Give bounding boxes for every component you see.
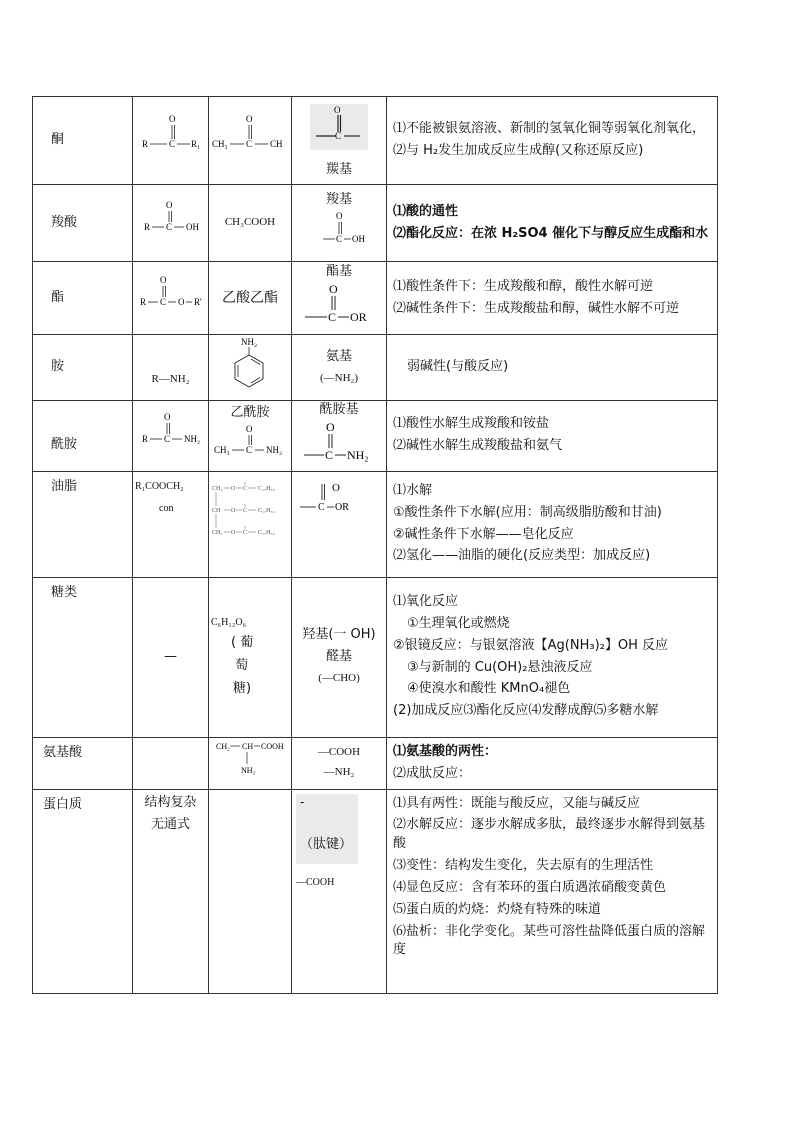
example-line: ( 葡 <box>231 635 254 651</box>
svg-text:C₁₇H₃₃: C₁₇H₃₃ <box>258 485 275 492</box>
svg-text:C: C <box>328 310 337 324</box>
functional-group <box>292 262 387 335</box>
group-label: 羧基 <box>325 192 352 208</box>
svg-text:COOH: COOH <box>261 741 284 751</box>
group-formula: (—CHO) <box>318 672 360 685</box>
svg-text:O: O <box>168 114 175 125</box>
svg-text:CH₃: CH₃ <box>212 139 228 150</box>
general-formula-line: 无通式 <box>150 817 190 833</box>
svg-text:CH₂: CH₂ <box>212 485 223 492</box>
svg-text:C: C <box>159 296 166 307</box>
compound-name: 酯 <box>33 262 133 335</box>
svg-text:C: C <box>325 447 334 462</box>
general-formula: R—NH₂ <box>133 335 209 401</box>
group-label: 酰胺基 <box>319 401 359 417</box>
ester-group-diagram <box>292 478 372 522</box>
amide-general-structure-diagram <box>134 410 208 454</box>
example-name: 乙酰胺 <box>230 404 270 420</box>
general-formula: — <box>133 577 209 737</box>
svg-text:O: O <box>246 114 253 125</box>
svg-text:O: O <box>329 282 338 296</box>
property-line: ⑷显色反应：含有苯环的蛋白质遇浓硝酸变黄色 <box>393 879 667 895</box>
svg-text:C: C <box>163 434 170 445</box>
properties <box>387 185 718 262</box>
svg-text:O: O <box>163 412 170 423</box>
svg-text:C: C <box>335 131 342 142</box>
property-line: ⑴酸的通性 <box>393 203 459 219</box>
property-line: ①酸性条件下水解(应用：制高级脂肪酸和甘油) <box>393 504 662 520</box>
properties <box>387 471 718 577</box>
svg-text:C₁₇H₃₃: C₁₇H₃₃ <box>258 507 275 514</box>
property-line: ⑵酯化反应：在浓 H₂SO4 催化下与醇反应生成酯和水 <box>393 225 709 241</box>
compound-name: 酮 <box>33 97 133 185</box>
property-line: ⑴酸性条件下：生成羧酸和醇，酸性水解可逆 <box>393 278 654 294</box>
svg-text:O: O <box>326 419 335 434</box>
property-line: ①生理氧化或燃烧 <box>407 615 510 631</box>
svg-text:C: C <box>243 485 248 492</box>
property-line: ⑴氨基酸的两性： <box>393 743 498 759</box>
functional-group <box>292 97 387 185</box>
svg-text:O: O <box>159 274 166 285</box>
svg-text:CH: CH <box>270 139 283 150</box>
svg-text:O: O <box>165 199 172 210</box>
group-label: 醛基 <box>325 649 352 665</box>
group-label: 羟基(一 OH) <box>302 626 376 642</box>
svg-text:C₁₇H₃₃: C₁₇H₃₃ <box>258 529 275 536</box>
functional-group <box>292 789 387 993</box>
svg-text:O: O <box>231 529 236 536</box>
svg-text:O: O <box>332 481 340 494</box>
svg-text:R': R' <box>193 296 202 307</box>
svg-text:NH₂: NH₂ <box>241 337 258 347</box>
svg-text:OR: OR <box>335 501 349 513</box>
ester-group-diagram <box>299 282 379 326</box>
compound-name: 胺 <box>33 335 133 401</box>
table-row-amino-acid <box>33 737 718 789</box>
property-line: ⑵与 H₂发生加成反应生成醇(又称还原反应) <box>393 143 644 158</box>
svg-text:C: C <box>243 529 248 536</box>
general-formula <box>133 400 209 471</box>
property-line: ⑶变性：结构发生变化，失去原有的生理活性 <box>393 858 654 874</box>
svg-text:R₁: R₁ <box>190 139 200 150</box>
group-label: 酯基 <box>325 264 352 280</box>
group-label: （肽键） <box>300 836 353 852</box>
svg-text:O: O <box>334 105 341 116</box>
example-formula: CH₃COOH <box>209 185 292 262</box>
property-line: (2)加成反应⑶酯化反应⑷发酵成醇⑸多糖水解 <box>393 703 659 719</box>
svg-text:R: R <box>139 296 146 307</box>
table-row-ketone <box>33 97 718 185</box>
acetone-structure-diagram <box>210 112 290 162</box>
general-formula-line: 结构复杂 <box>144 794 197 810</box>
svg-text:NH₂: NH₂ <box>266 444 283 455</box>
property-line: ②银镜反应：与银氨溶液【Ag(NH₃)₂】OH 反应 <box>393 637 669 653</box>
property-line: ⑴氧化反应 <box>393 594 459 609</box>
svg-text:CH₂: CH₂ <box>212 529 223 536</box>
example-formula <box>209 737 292 789</box>
property-line: ⑵碱性水解生成羧酸盐和氨气 <box>393 438 563 454</box>
property-line: ⑸蛋白质的灼烧：灼烧有特殊的味道 <box>393 901 602 917</box>
compound-name: 蛋白质 <box>33 789 133 993</box>
svg-text:O: O <box>177 296 184 307</box>
svg-text:CH: CH <box>212 507 221 514</box>
properties <box>387 737 718 789</box>
example-formula <box>209 577 292 737</box>
property-line: ⑹盐析：非化学变化。某些可溶性盐降低蛋白质的溶解度 <box>393 923 706 958</box>
svg-text:O: O <box>246 423 253 434</box>
svg-text:OR: OR <box>350 310 367 324</box>
compound-name: 酰胺 <box>33 400 133 471</box>
property-line: ⑵成肽反应： <box>393 765 472 781</box>
general-formula <box>133 97 209 185</box>
group-label: 氨基 <box>325 349 352 365</box>
general-formula-line: R₁COOCH₂ <box>135 480 184 492</box>
property-line: ⑴不能被银氨溶液、新制的氢氧化铜等弱氧化剂氧化， <box>393 121 706 137</box>
svg-text:O: O <box>231 485 236 492</box>
property-line: 弱碱性(与酸反应) <box>407 359 509 374</box>
svg-text:CH: CH <box>242 741 254 751</box>
svg-text:C: C <box>246 139 253 150</box>
functional-group <box>292 737 387 789</box>
properties <box>387 335 718 401</box>
example-line: C₆H₁₂O₆ <box>211 616 247 628</box>
group-label: 羰基 <box>325 162 352 178</box>
svg-text:C: C <box>165 221 172 232</box>
table-row-amine <box>33 335 718 401</box>
properties <box>387 400 718 471</box>
general-formula <box>133 185 209 262</box>
compound-name: 糖类 <box>33 577 133 737</box>
svg-text:CH₃: CH₃ <box>214 444 230 455</box>
svg-text:R: R <box>141 139 148 150</box>
property-line: ⑴具有两性：既能与酸反应，又能与碱反应 <box>393 795 641 811</box>
svg-text:NH₂: NH₂ <box>241 765 256 775</box>
functional-group <box>292 400 387 471</box>
svg-text:R: R <box>141 434 148 445</box>
svg-text:R: R <box>143 221 150 232</box>
ester-general-structure-diagram <box>134 273 208 317</box>
example-formula <box>209 471 292 577</box>
table-row-ester <box>33 262 718 335</box>
example-line: 糖) <box>233 680 252 696</box>
svg-text:NH₂: NH₂ <box>183 434 200 445</box>
example-formula <box>209 789 292 993</box>
group-formula: —COOH <box>317 746 361 759</box>
compound-name: 油脂 <box>33 471 133 577</box>
compound-name: 氨基酸 <box>33 737 133 789</box>
glycine-structure-diagram <box>210 738 290 778</box>
property-line: ⑵碱性条件下：生成羧酸盐和醇，碱性水解不可逆 <box>393 300 680 316</box>
property-line: ②碱性条件下水解——皂化反应 <box>393 526 574 542</box>
example-name: 乙酸乙酯 <box>209 262 292 335</box>
functional-group <box>292 577 387 737</box>
functional-group <box>292 185 387 262</box>
property-line: ⑴酸性水解生成羧酸和铵盐 <box>393 416 550 432</box>
svg-text:O: O <box>231 507 236 514</box>
properties <box>387 97 718 185</box>
group-dash: - <box>300 794 305 809</box>
aniline-structure-diagram <box>225 335 275 393</box>
table-row-sugar <box>33 577 718 737</box>
amide-group-diagram <box>296 420 382 464</box>
example-line: 萄 <box>235 657 249 673</box>
ketone-general-structure-diagram <box>136 112 206 162</box>
property-line: ⑵氢化——油脂的硬化(反应类型：加成反应) <box>393 548 651 564</box>
svg-text:C: C <box>243 507 248 514</box>
carboxyl-group-diagram <box>309 210 369 248</box>
svg-text:C: C <box>246 444 253 455</box>
general-formula <box>133 737 209 789</box>
properties <box>387 262 718 335</box>
property-line: ⑴水解 <box>393 482 433 498</box>
svg-text:OH: OH <box>185 221 199 232</box>
functional-group <box>292 335 387 401</box>
compound-name: 羧酸 <box>33 185 133 262</box>
svg-text:C: C <box>318 501 325 513</box>
properties <box>387 577 718 737</box>
group-formula: —NH₂ <box>323 766 355 779</box>
svg-text:O: O <box>336 211 343 221</box>
svg-text:C: C <box>168 139 175 150</box>
svg-text:CH₂: CH₂ <box>216 741 230 751</box>
general-formula-line: con <box>159 503 174 515</box>
example-formula <box>209 97 292 185</box>
property-line: ④使溴水和酸性 KMnO₄褪色 <box>407 681 571 697</box>
general-formula <box>133 789 209 993</box>
table-row-fat <box>33 471 718 577</box>
property-line: ③与新制的 Cu(OH)₂悬浊液反应 <box>407 659 593 675</box>
carbonyl-group-image <box>310 104 368 150</box>
group-formula: —COOH <box>296 877 335 889</box>
example-formula <box>209 400 292 471</box>
peptide-bond-image <box>296 794 358 864</box>
svg-text:C: C <box>336 234 343 244</box>
acid-general-structure-diagram <box>136 198 206 242</box>
svg-text:OH: OH <box>352 234 365 244</box>
svg-text:NH₂: NH₂ <box>347 447 369 462</box>
property-line: ⑵水解反应：逐步水解成多肽，最终逐步水解得到氨基酸 <box>393 817 706 852</box>
group-formula: (—NH₂) <box>319 371 359 384</box>
acetamide-structure-diagram <box>210 423 290 461</box>
example-formula <box>209 335 292 401</box>
triglyceride-structure-diagram <box>210 480 290 542</box>
table-row-carboxylic-acid <box>33 185 718 262</box>
general-formula <box>133 471 209 577</box>
table-row-amide <box>33 400 718 471</box>
functional-group <box>292 471 387 577</box>
table-row-protein <box>33 789 718 993</box>
properties <box>387 789 718 993</box>
general-formula <box>133 262 209 335</box>
organic-compounds-table <box>32 96 718 994</box>
